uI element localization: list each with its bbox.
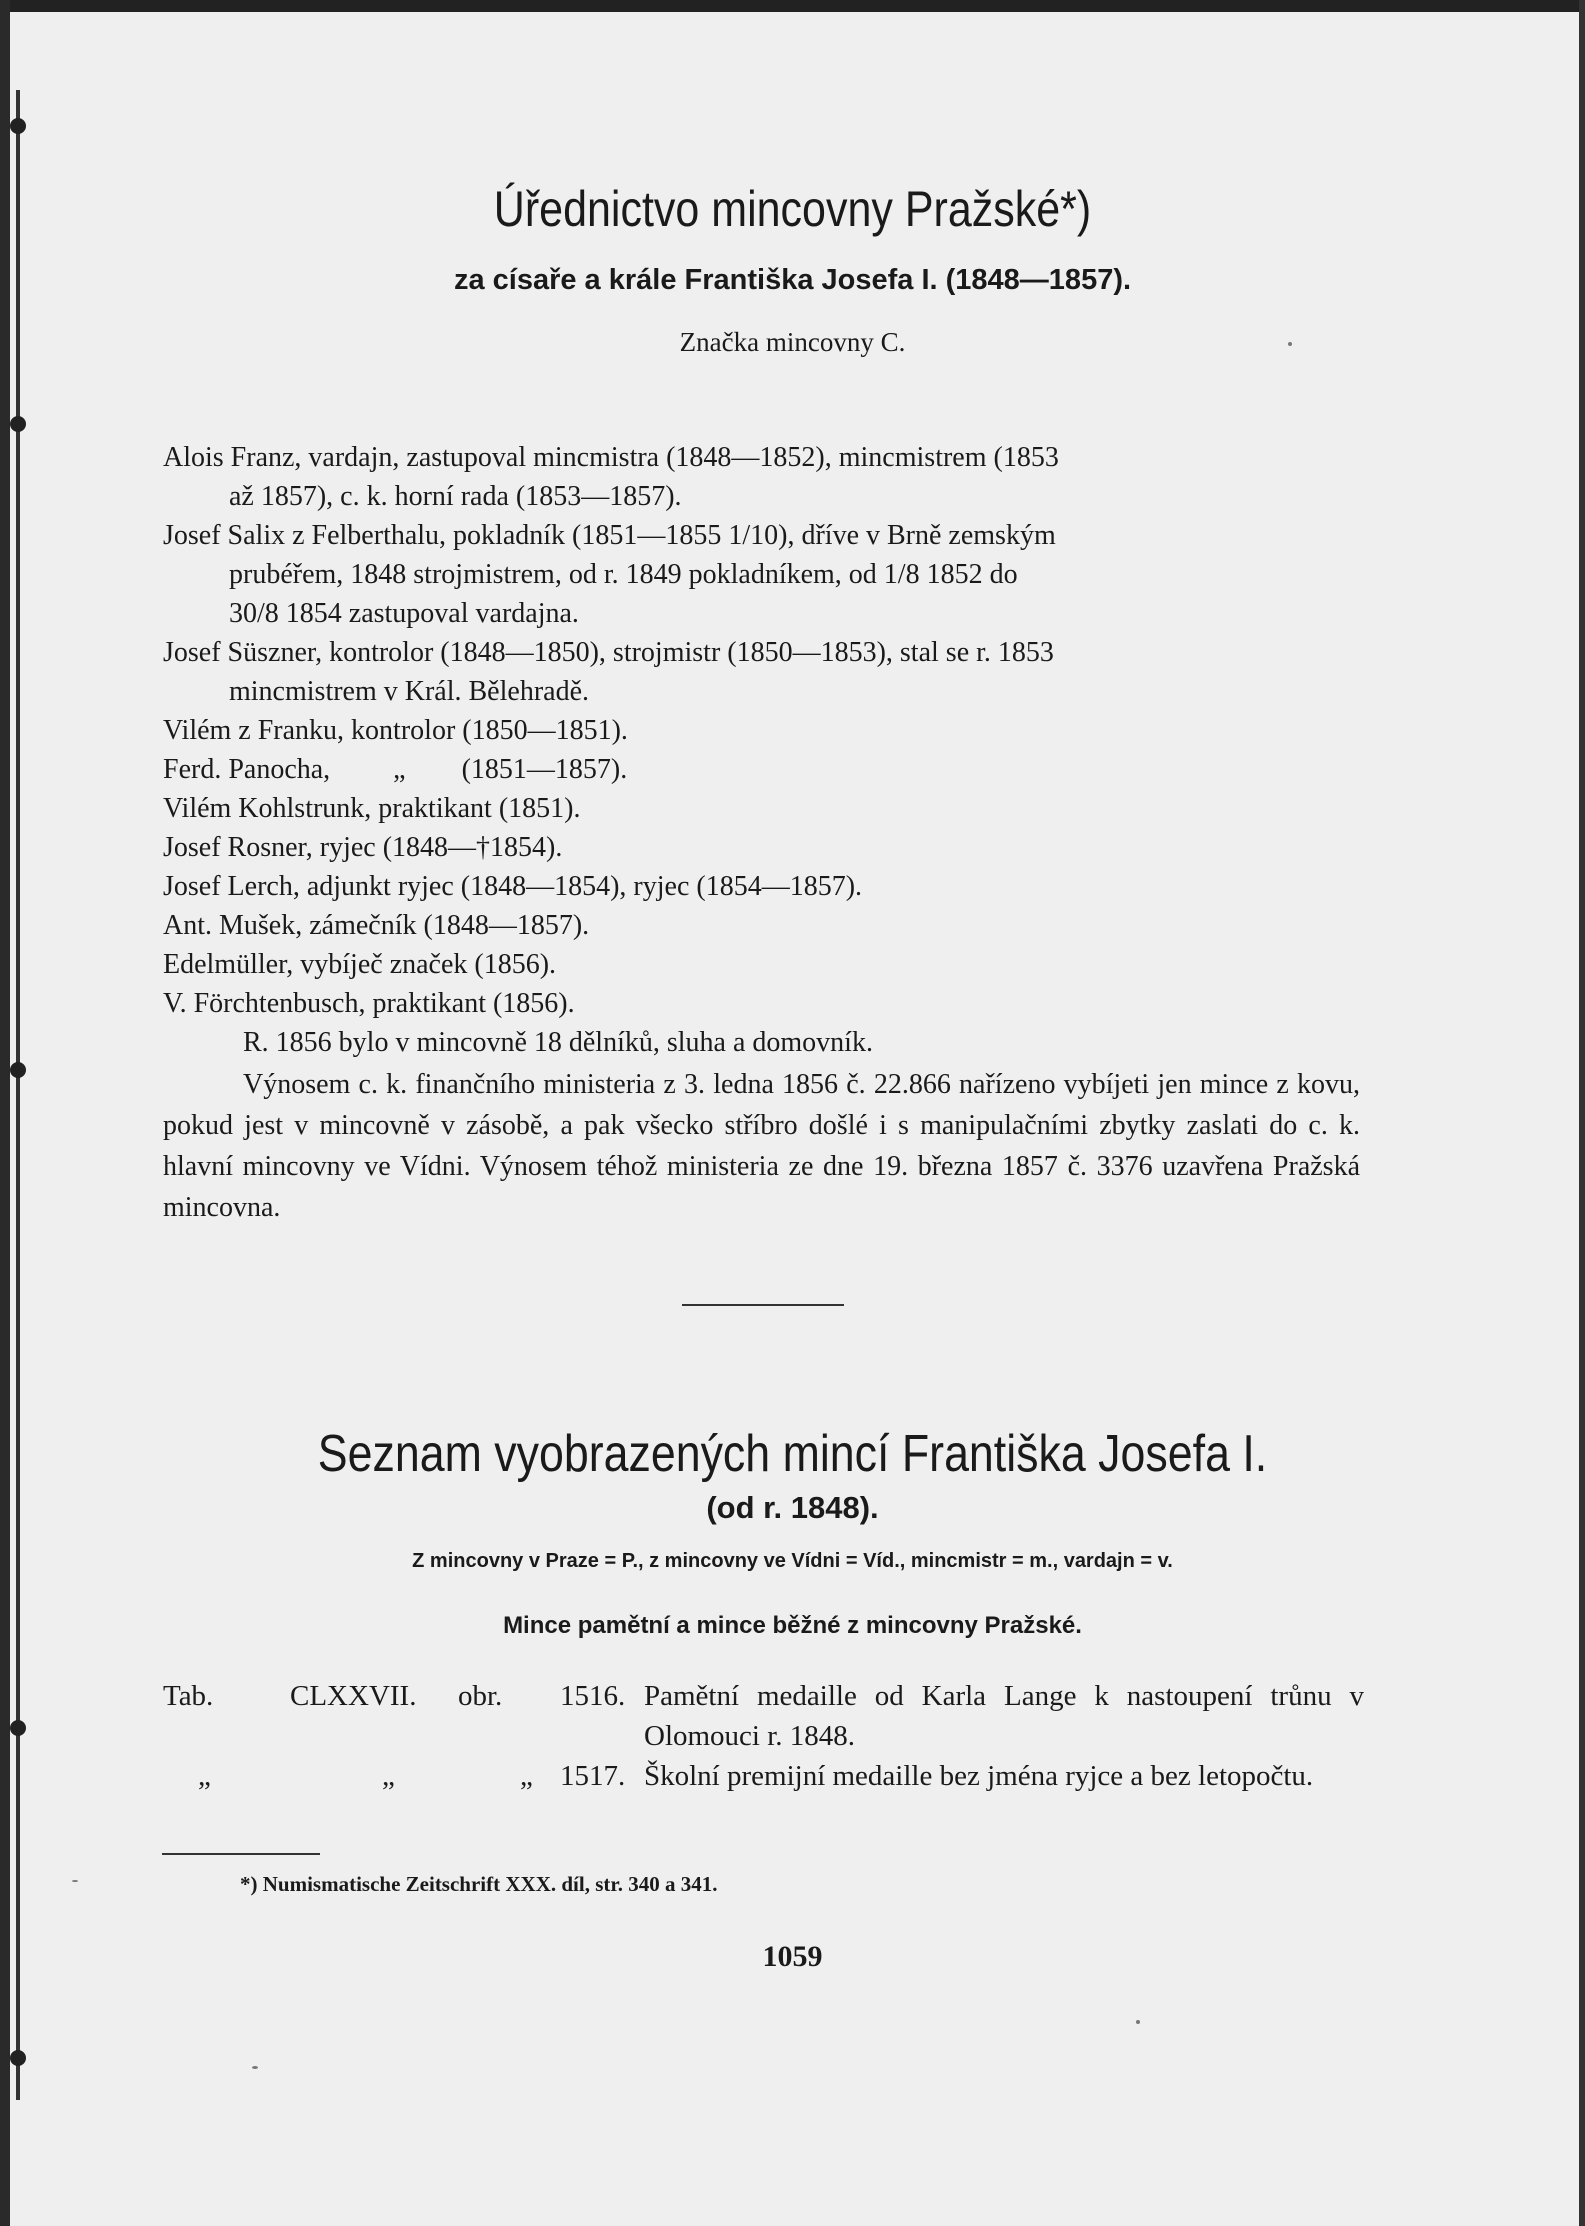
scan-speck bbox=[1288, 342, 1292, 346]
abbreviation-legend: Z mincovny v Praze = P., z mincovny ve Vídni = Víd., mincmistr = m., vardajn = v. bbox=[412, 1550, 1173, 1572]
staff-entry: Josef Lerch, adjunkt ryjec (1848—1854), ryjec (1854—1857). bbox=[163, 871, 863, 902]
staff-entry: V. Förchtenbusch, praktikant (1856). bbox=[163, 988, 575, 1019]
staff-entry: Ferd. Panocha, „ (1851—1857). bbox=[163, 754, 628, 785]
entry-line: 30/8 1854 zastupoval vardajna. bbox=[229, 598, 579, 629]
footnote: *) Numismatische Zeitschrift XXX. díl, str. 340 a 341. bbox=[240, 1872, 718, 1896]
entry-line: prubéřem, 1848 strojmistrem, od r. 1849 pokladníkem, od 1/8 1852 do bbox=[229, 559, 1018, 590]
staff-entry: Ant. Mušek, zámečník (1848—1857). bbox=[163, 910, 590, 941]
staff-entry: Vilém z Franku, kontrolor (1850—1851). bbox=[163, 715, 628, 746]
page-subtitle: za císaře a krále Františka Josefa I. (1848—1857). bbox=[453, 264, 1132, 296]
binding-hole bbox=[10, 1720, 26, 1736]
staff-list bbox=[163, 438, 1360, 1228]
ditto-mark: „ bbox=[520, 1760, 533, 1792]
page-number: 1059 bbox=[762, 1940, 823, 1973]
section-heading: Mince pamětní a mince běžné z mincovny Pražské. bbox=[503, 1612, 1082, 1639]
staff-entry bbox=[163, 438, 1360, 516]
scan-speck bbox=[1136, 2020, 1140, 2024]
ditto-mark: „ bbox=[198, 1760, 211, 1792]
entry-line: Alois Franz, vardajn, zastupoval mincmistra (1848—1852), mincmistrem (1853 bbox=[163, 442, 1059, 473]
staff-entry: Edelmüller, vybíječ značek (1856). bbox=[163, 949, 557, 980]
list-title: Seznam vyobrazených mincí Františka Josefa I. bbox=[317, 1425, 1268, 1483]
figure-number: 1517. bbox=[560, 1760, 626, 1792]
scan-border bbox=[0, 0, 1585, 12]
entry-line: mincmistrem v Král. Bělehradě. bbox=[229, 676, 589, 707]
entry-line: až 1857), c. k. horní rada (1853—1857). bbox=[229, 481, 682, 512]
ditto-mark: „ bbox=[382, 1760, 395, 1792]
page-title: Úřednictvo mincovny Pražské*) bbox=[493, 181, 1092, 237]
entry-line: Josef Süszner, kontrolor (1848—1850), strojmistr (1850—1853), stal se r. 1853 bbox=[163, 637, 1054, 668]
figure-number: 1516. bbox=[560, 1680, 626, 1712]
staff-entry bbox=[163, 516, 1360, 633]
decree-paragraph: Výnosem c. k. finančního ministeria z 3. ledna 1856 č. 22.866 nařízeno vybíjeti jen mince z kovu, pokud jest v mincovně v zásobě, a pak všecko stříbro došlé i s manipulačními zbytky zaslati do c. k. hlavní mincovny ve Vídni. Výnosem téhož ministeria ze dne 19. března 1857 č. 3376 uzavřena Pražská mincovna. bbox=[163, 1069, 1360, 1223]
figure-label: obr. bbox=[458, 1680, 503, 1712]
scan-speck bbox=[72, 1880, 78, 1882]
coin-description: Pamětní medaille od Karla Lange k nastoupení trůnu v Olomouci r. 1848. bbox=[644, 1680, 1364, 1752]
entry-line: Josef Salix z Felberthalu, pokladník (1851—1855 1/10), dříve v Brně zemským bbox=[163, 520, 1056, 551]
list-subtitle: (od r. 1848). bbox=[706, 1490, 879, 1525]
staff-entry: Vilém Kohlstrunk, praktikant (1851). bbox=[163, 793, 581, 824]
binding-hole bbox=[10, 416, 26, 432]
plate-label: Tab. bbox=[163, 1680, 214, 1712]
section-divider bbox=[682, 1304, 844, 1306]
binding-edge bbox=[16, 90, 20, 2100]
binding-hole bbox=[10, 118, 26, 134]
footnote-rule bbox=[162, 1853, 320, 1855]
plate-number: CLXXVII. bbox=[290, 1680, 417, 1712]
binding-hole bbox=[10, 2050, 26, 2066]
coin-description: Školní premijní medaille bez jména ryjce a bez letopočtu. bbox=[644, 1760, 1314, 1792]
staff-entry: Josef Rosner, ryjec (1848—†1854). bbox=[163, 832, 563, 863]
mint-mark: Značka mincovny C. bbox=[679, 327, 906, 357]
binding-hole bbox=[10, 1062, 26, 1078]
workers-note: R. 1856 bylo v mincovně 18 dělníků, sluha a domovník. bbox=[243, 1027, 873, 1058]
scan-speck bbox=[252, 2066, 258, 2069]
staff-entry bbox=[163, 633, 1360, 711]
